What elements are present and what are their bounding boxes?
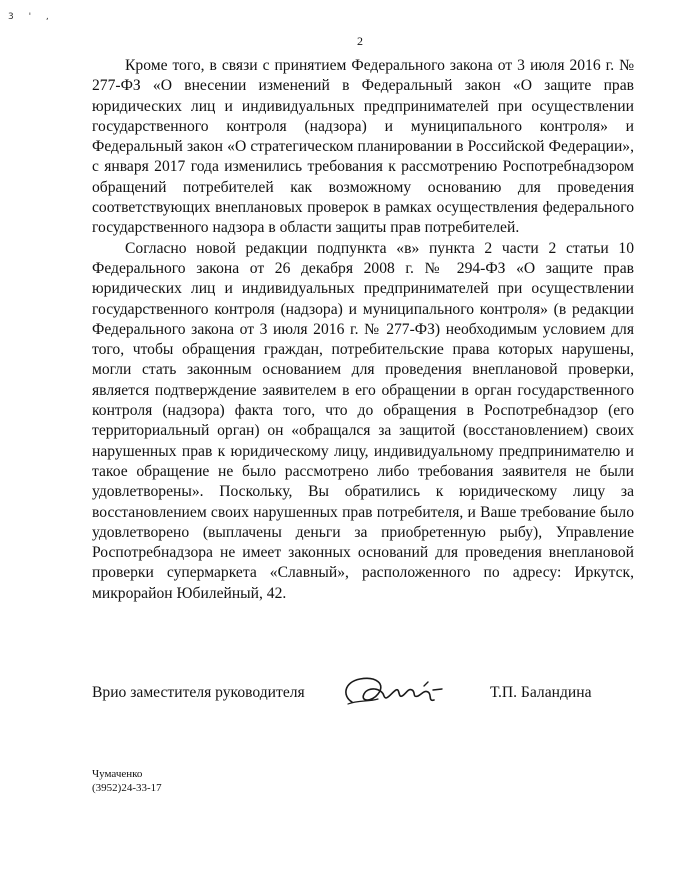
executor-phone: (3952)24-33-17 (92, 782, 162, 794)
signer-name: Т.П. Баландина (490, 684, 592, 701)
page-number: 2 (357, 34, 363, 48)
paragraph-2: Согласно новой редакции подпункта «в» пункта 2 части 2 статьи 10 Федерального закона от 26 декабря 2008 г. № 294-ФЗ «О защите прав юридических лиц и индивидуальных предпринимателей при осуществлении государственного контроля (надзора) и муниципального контроля» (в редакции Федерального закона от 3 июля 2016 г. № 277-ФЗ) необходимым условием для того, чтобы обращения граждан, потребительские права которых нарушены, могли стать законным основанием для проведения внеплановой проверки, является подтверждение заявителем в его обращении в орган государственного контроля (надзора) факта того, что до обращения в Роспотребнадзор (его территориальный орган) он «обращался за защитой (восстановлением) своих нарушенных прав к юридическому лицу, индивидуальному предпринимателю и такое обращение не было рассмотрено либо требования заявителя не были удовлетворены». Поскольку, Вы обратились к юридическому лицу за восстановлением своих нарушенных прав потребителя, и Ваше требование было удовлетворено (выплачены деньги за приобретенную рыбу), Управление Роспотребнадзора не имеет законных оснований для проведения внеплановой проверки супермаркета «Славный», расположенного по адресу: Иркутск, микрорайон Юбилейный, 42. (92, 239, 634, 602)
paragraph-1: Кроме того, в связи с принятием Федерального закона от 3 июля 2016 г. № 277-ФЗ «О внесении изменений в Федеральный закон «О защите прав юридических лиц и индивидуальных предпринимателей при осуществлении государственного контроля (надзора) и муниципального контроля» и Федеральный закон «О стратегическом планировании в Российской Федерации», с января 2017 года изменились требования к рассмотрению Роспотребнадзором обращений потребителей как возможному основанию для проведения соответствующих внеплановых проверок в рамках осуществления федерального государственного надзора в области защиты прав потребителей. (92, 57, 634, 237)
letter-body (92, 56, 634, 604)
executor-info (92, 767, 162, 795)
executor-name: Чумаченко (92, 768, 143, 780)
handwritten-signature (338, 672, 448, 712)
signer-position: Врио заместителя руководителя (92, 684, 305, 701)
signature-block (92, 672, 634, 712)
scan-mark: 3 ' , (8, 12, 55, 22)
